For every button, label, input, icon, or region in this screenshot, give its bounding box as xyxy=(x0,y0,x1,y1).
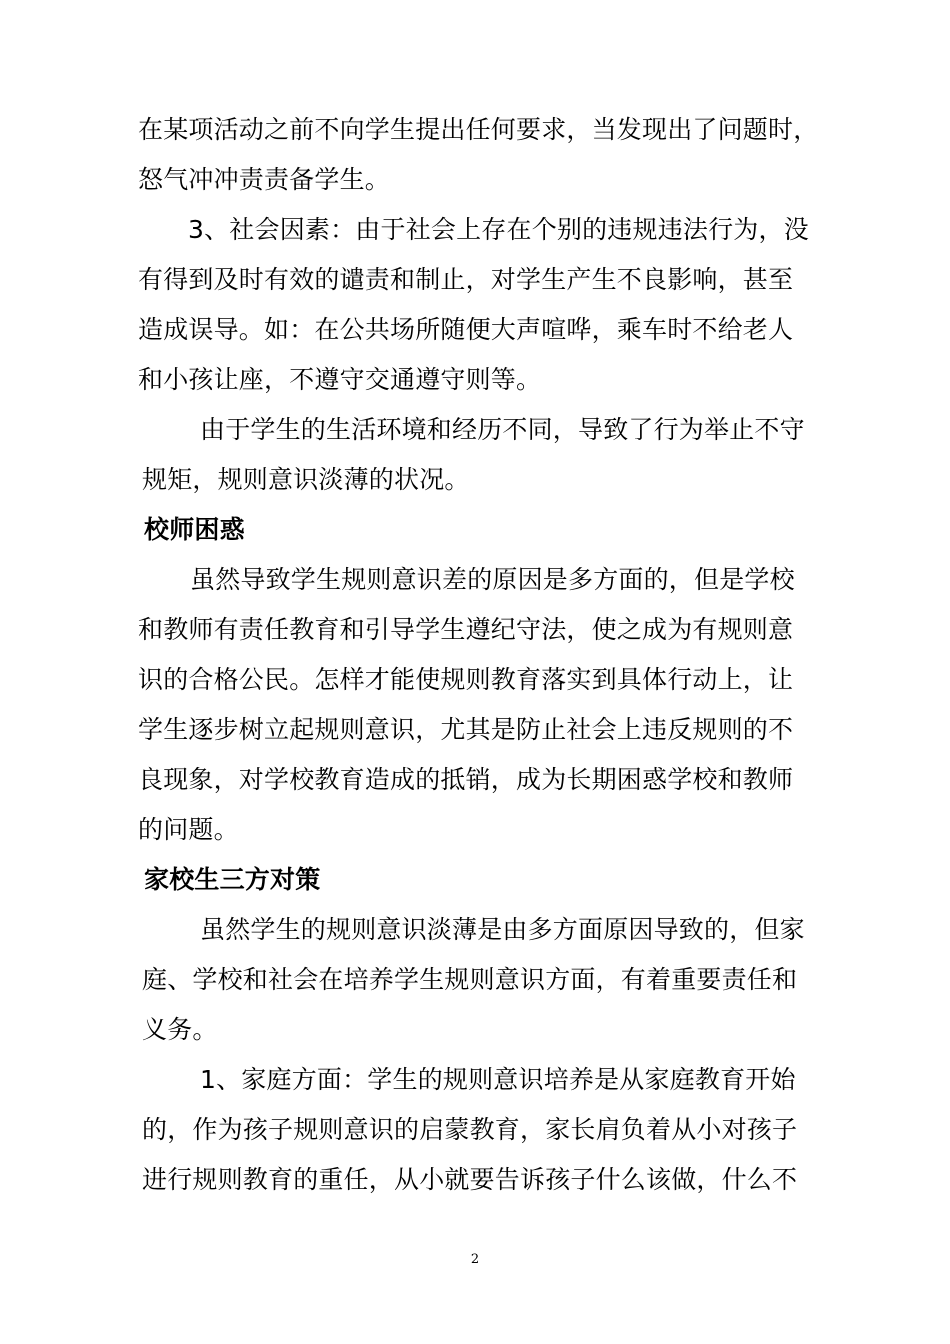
paragraph-line: 规矩，规则意识淡薄的状况。 xyxy=(142,465,470,494)
paragraph-line: 义务。 xyxy=(142,1015,218,1044)
section-heading: 家校生三方对策 xyxy=(144,865,321,894)
paragraph-line: 庭、学校和社会在培养学生规则意识方面，有着重要责任和 xyxy=(142,965,798,994)
paragraph-line: 的问题。 xyxy=(138,815,239,844)
paragraph-line: 有得到及时有效的谴责和制止，对学生产生不良影响，甚至 xyxy=(138,265,794,294)
paragraph-line: 和小孩让座，不遵守交通遵守则等。 xyxy=(138,365,542,394)
paragraph-line: 学生逐步树立起规则意识，尤其是防止社会上违反规则的不 xyxy=(138,715,794,744)
paragraph-line: 在某项活动之前不向学生提出任何要求，当发现出了问题时， xyxy=(138,115,819,144)
paragraph-line: 的，作为孩子规则意识的启蒙教育，家长肩负着从小对孩子 xyxy=(142,1115,798,1144)
paragraph-line: 造成误导。如：在公共场所随便大声喧哗，乘车时不给老人 xyxy=(138,315,794,344)
paragraph-line: 虽然导致学生规则意识差的原因是多方面的，但是学校 xyxy=(190,565,795,594)
paragraph-line: 进行规则教育的重任，从小就要告诉孩子什么该做，什么不 xyxy=(142,1165,798,1194)
paragraph-line: 和教师有责任教育和引导学生遵纪守法，使之成为有规则意 xyxy=(138,615,794,644)
page-number: 2 xyxy=(470,1252,480,1267)
paragraph-line: 虽然学生的规则意识淡薄是由多方面原因导致的，但家 xyxy=(200,915,805,944)
paragraph-line: 识的合格公民。怎样才能使规则教育落实到具体行动上，让 xyxy=(138,665,794,694)
paragraph-line: 良现象，对学校教育造成的抵销，成为长期困惑学校和教师 xyxy=(138,765,794,794)
paragraph-line: 怒气冲冲责责备学生。 xyxy=(138,165,391,194)
paragraph-line: 3、社会因素：由于社会上存在个别的违规违法行为，没 xyxy=(188,215,809,244)
paragraph-line: 1、家庭方面：学生的规则意识培养是从家庭教育开始 xyxy=(200,1065,796,1094)
section-heading: 校师困惑 xyxy=(144,515,245,544)
paragraph-line: 由于学生的生活环境和经历不同，导致了行为举止不守 xyxy=(200,415,805,444)
